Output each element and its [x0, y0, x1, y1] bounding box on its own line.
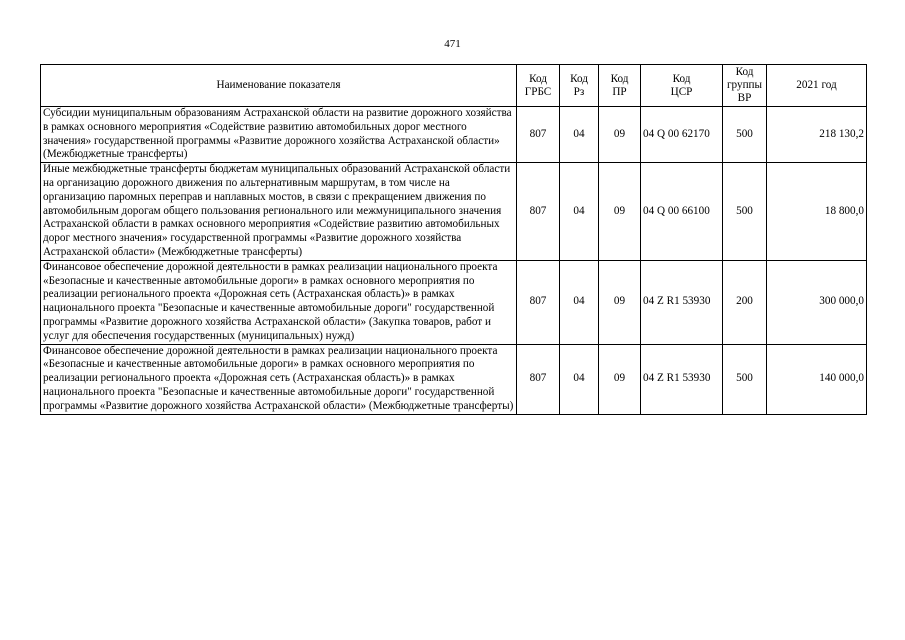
- header-vr: [723, 65, 767, 107]
- row-rz: 04: [560, 344, 599, 414]
- header-rz: [560, 65, 599, 107]
- header-rz-line-1: Код: [570, 72, 588, 85]
- row-grbs: 807: [517, 163, 560, 261]
- header-pr-line-1: Код: [610, 72, 629, 85]
- table-row: [41, 260, 867, 344]
- header-vr-line-2: группы: [726, 79, 763, 91]
- budget-table: [40, 64, 867, 415]
- table-row: [41, 344, 867, 414]
- row-csr: 04 Q 00 62170: [641, 107, 723, 163]
- row-vr: 200: [723, 260, 767, 344]
- header-name: Наименование показателя: [41, 65, 517, 107]
- row-name: Финансовое обеспечение дорожной деятельности в рамках реализации национального проекта «Безопасные и качественные автомобильные дороги» в рамках основного мероприятия по реализации регионального проекта «Дорожная сеть (Астраханская область)» в рамках национального проекта "Безопасные и качественные автомобильные дороги" государственной программы «Развитие дорожного хозяйства Астраханской области» (Закупка товаров, работ и услуг для обеспечения государственных (муниципальных) нужд): [41, 260, 517, 344]
- row-pr: 09: [599, 163, 641, 261]
- row-amount: 140 000,0: [767, 344, 867, 414]
- row-pr: 09: [599, 260, 641, 344]
- row-vr: 500: [723, 344, 767, 414]
- header-grbs-line-1: Код: [529, 72, 547, 85]
- header-grbs-line-2: ГРБС: [524, 85, 552, 98]
- table-row: [41, 163, 867, 261]
- header-csr: [641, 65, 723, 107]
- row-amount: 18 800,0: [767, 163, 867, 261]
- page-number: 471: [444, 38, 461, 50]
- row-rz: 04: [560, 163, 599, 261]
- row-name: Субсидии муниципальным образованиям Астраханской области на развитие дорожного хозяйства в рамках основного мероприятия «Содействие развитию автомобильных дорог местного значения» государственной программы «Развитие дорожного хозяйства Астраханской области» (Межбюджетные трансферты): [41, 107, 517, 163]
- header-vr-line-1: Код: [735, 66, 754, 78]
- row-amount: 218 130,2: [767, 107, 867, 163]
- row-grbs: 807: [517, 344, 560, 414]
- row-grbs: 807: [517, 107, 560, 163]
- header-pr-line-2: ПР: [612, 85, 627, 98]
- header-csr-line-1: Код: [672, 72, 691, 85]
- row-pr: 09: [599, 107, 641, 163]
- row-pr: 09: [599, 344, 641, 414]
- row-name: Иные межбюджетные трансферты бюджетам муниципальных образований Астраханской области на организацию дорожного движения по альтернативным маршрутам, в том числе на организацию паромных переправ и наплавных мостов, в связи с прекращением движения по автомобильным дорогам общего пользования регионального или межмуниципального значения Астраханской области в рамках основного мероприятия «Содействие развитию автомобильных дорог местного значения» государственной программы «Развитие дорожного хозяйства Астраханской области» (Межбюджетные трансферты): [41, 163, 517, 261]
- row-csr: 04 Z R1 53930: [641, 344, 723, 414]
- header-grbs: [517, 65, 560, 107]
- row-vr: 500: [723, 163, 767, 261]
- header-row: [41, 65, 867, 107]
- row-rz: 04: [560, 260, 599, 344]
- header-rz-line-2: Рз: [573, 85, 585, 98]
- row-name: Финансовое обеспечение дорожной деятельности в рамках реализации национального проекта «Безопасные и качественные автомобильные дороги» в рамках основного мероприятия по реализации регионального проекта «Дорожная сеть (Астраханская область)» в рамках национального проекта "Безопасные и качественные автомобильные дороги" государственной программы «Развитие дорожного хозяйства Астраханской области» (Межбюджетные трансферты): [41, 344, 517, 414]
- row-grbs: 807: [517, 260, 560, 344]
- row-csr: 04 Q 00 66100: [641, 163, 723, 261]
- row-vr: 500: [723, 107, 767, 163]
- row-rz: 04: [560, 107, 599, 163]
- header-vr-line-3: ВР: [737, 92, 752, 104]
- header-year: 2021 год: [767, 65, 867, 107]
- header-pr: [599, 65, 641, 107]
- table-row: [41, 107, 867, 163]
- row-amount: 300 000,0: [767, 260, 867, 344]
- row-csr: 04 Z R1 53930: [641, 260, 723, 344]
- header-csr-line-2: ЦСР: [670, 85, 693, 98]
